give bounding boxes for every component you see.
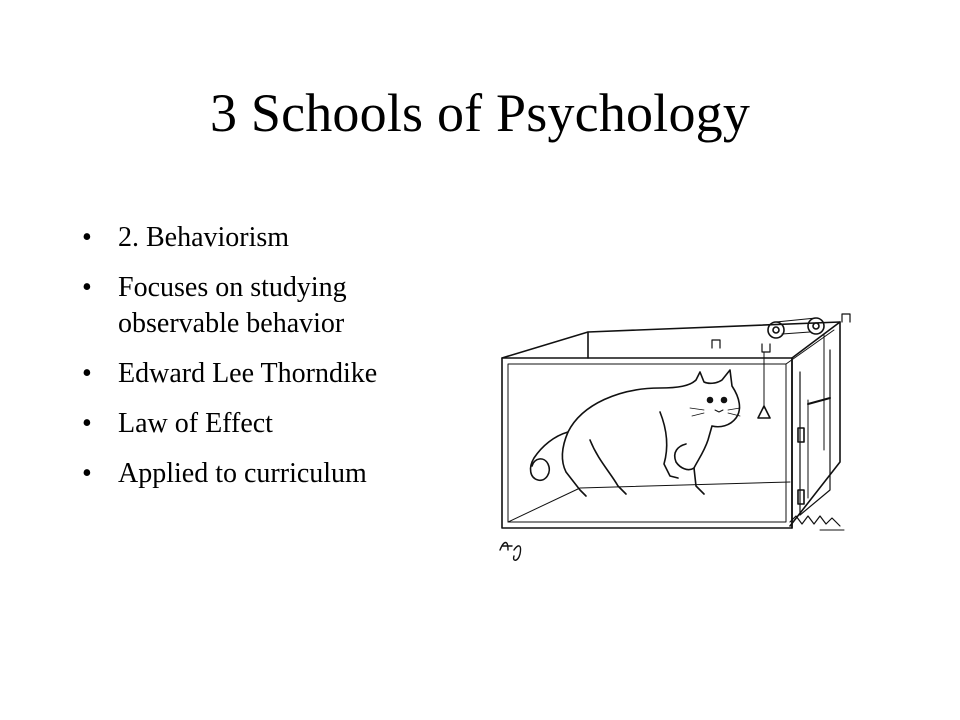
box-front-frame bbox=[502, 358, 792, 528]
top-bracket-mid bbox=[762, 344, 770, 352]
box-floor-line bbox=[508, 482, 790, 522]
bullet-marker: • bbox=[82, 222, 92, 253]
hinge-lower bbox=[798, 490, 804, 504]
cat-front-paw bbox=[675, 444, 694, 470]
top-bracket-right bbox=[842, 314, 850, 322]
cat-hind-leg bbox=[562, 432, 586, 496]
bullet-item-1 bbox=[82, 220, 462, 256]
bullet-item-5 bbox=[82, 456, 462, 492]
pulley-right bbox=[808, 318, 824, 334]
box-top-edge bbox=[792, 322, 840, 358]
puzzle-box-drawing bbox=[490, 300, 870, 570]
box-top-edge-inner bbox=[786, 330, 834, 364]
bullet-text: Edward Lee Thorndike bbox=[118, 358, 378, 389]
top-bracket-left bbox=[712, 340, 720, 348]
cat-eye-left bbox=[708, 398, 713, 403]
door-latch bbox=[808, 398, 830, 404]
bullet-text: Law of Effect bbox=[118, 408, 273, 439]
cat-hind-leg-far bbox=[590, 440, 626, 494]
cat-front-leg bbox=[660, 412, 678, 478]
cat-whiskers-left bbox=[690, 408, 704, 416]
bullet-text: 2. Behaviorism bbox=[118, 222, 290, 253]
bullet-item-4 bbox=[82, 406, 462, 442]
cat-eye-right bbox=[722, 398, 727, 403]
box-back-frame bbox=[502, 322, 840, 526]
hinge-upper bbox=[798, 428, 804, 442]
bullet-list bbox=[82, 220, 462, 506]
bullet-text: Applied to curriculum bbox=[118, 458, 367, 489]
artist-signature bbox=[500, 543, 521, 561]
cat-nose bbox=[715, 410, 723, 412]
door-spring bbox=[790, 516, 840, 526]
bullet-text: Focuses on studying observable behavior bbox=[118, 272, 347, 339]
pulley-left-hub bbox=[773, 327, 779, 333]
slide-title: 3 Schools of Psychology bbox=[209, 83, 751, 143]
bullet-item-2 bbox=[82, 270, 462, 342]
cat-body-outline bbox=[568, 370, 739, 494]
bullet-marker: • bbox=[82, 358, 92, 389]
pulley-string-bottom bbox=[782, 332, 810, 334]
bullet-marker: • bbox=[82, 408, 92, 439]
bullet-item-3 bbox=[82, 356, 462, 392]
pulley-right-hub bbox=[813, 323, 819, 329]
bullet-marker: • bbox=[82, 272, 92, 303]
box-front-inner bbox=[508, 364, 786, 522]
bullet-marker: • bbox=[82, 458, 92, 489]
puzzle-box-illustration bbox=[490, 300, 870, 570]
